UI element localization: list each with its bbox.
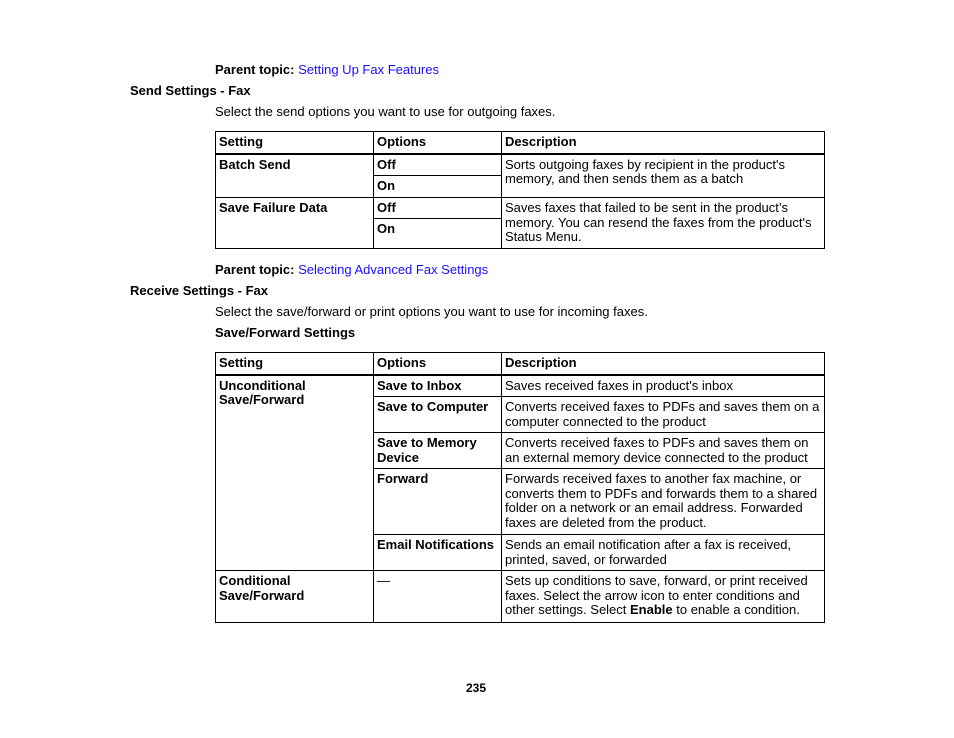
- parent-topic-label: Parent topic:: [215, 262, 295, 277]
- option-off: Off: [374, 154, 502, 176]
- description-text: Sets up conditions to save, forward, or print received faxes. Select the arrow icon to enter conditions and other settings. Select: [505, 573, 808, 617]
- description-save-to-computer: Converts received faxes to PDFs and saves them on a computer connected to the product: [502, 397, 825, 433]
- table-row: [216, 154, 825, 176]
- send-settings-heading: Send Settings - Fax: [130, 83, 251, 98]
- option-save-to-computer: Save to Computer: [374, 397, 502, 433]
- setting-save-failure-data: Save Failure Data: [216, 198, 374, 249]
- table-header-row: [216, 353, 825, 375]
- option-off: Off: [374, 198, 502, 219]
- column-header-setting: Setting: [216, 132, 374, 154]
- parent-topic-send: [215, 62, 439, 78]
- enable-keyword: Enable: [630, 602, 673, 617]
- description-text: to enable a condition.: [672, 602, 800, 617]
- option-email-notifications: Email Notifications: [374, 535, 502, 571]
- column-header-options: Options: [374, 132, 502, 154]
- description-save-failure-data: Saves faxes that failed to be sent in the product’s memory. You can resend the faxes from the product's Status Menu.: [502, 198, 825, 249]
- option-on: On: [374, 176, 502, 198]
- description-save-to-inbox: Saves received faxes in product's inbox: [502, 375, 825, 397]
- table-row: [216, 198, 825, 219]
- option-dash: —: [374, 571, 502, 623]
- save-forward-settings-subheading: Save/Forward Settings: [215, 325, 356, 340]
- column-header-setting: Setting: [216, 353, 374, 375]
- page-number: 235: [466, 681, 487, 695]
- parent-topic-receive: [215, 262, 488, 278]
- option-on: On: [374, 219, 502, 249]
- receive-settings-intro: Select the save/forward or print options you want to use for incoming faxes.: [215, 304, 648, 319]
- option-save-to-inbox: Save to Inbox: [374, 375, 502, 397]
- receive-settings-table: [215, 352, 825, 623]
- table-header-row: [216, 132, 825, 154]
- description-batch-send: Sorts outgoing faxes by recipient in the product's memory, and then sends them as a batch: [502, 154, 825, 198]
- setting-batch-send: Batch Send: [216, 154, 374, 198]
- description-forward: Forwards received faxes to another fax machine, or converts them to PDFs and forwards them to a shared folder on a network or an email address. Forwarded faxes are deleted from the product.: [502, 469, 825, 535]
- parent-topic-label: Parent topic:: [215, 62, 295, 77]
- option-save-to-memory-device: Save to Memory Device: [374, 433, 502, 469]
- column-header-description: Description: [502, 132, 825, 154]
- option-forward: Forward: [374, 469, 502, 535]
- receive-settings-heading: Receive Settings - Fax: [130, 283, 268, 298]
- parent-topic-link-setting-up-fax-features[interactable]: Setting Up Fax Features: [298, 62, 439, 77]
- table-row: [216, 571, 825, 623]
- description-conditional-save-forward: [502, 571, 825, 623]
- table-row: [216, 375, 825, 397]
- column-header-options: Options: [374, 353, 502, 375]
- description-email-notifications: Sends an email notification after a fax is received, printed, saved, or forwarded: [502, 535, 825, 571]
- setting-unconditional-save-forward: Unconditional Save/Forward: [216, 375, 374, 571]
- setting-conditional-save-forward: Conditional Save/Forward: [216, 571, 374, 623]
- column-header-description: Description: [502, 353, 825, 375]
- description-save-to-memory-device: Converts received faxes to PDFs and saves them on an external memory device connected to the product: [502, 433, 825, 469]
- send-settings-table: [215, 131, 825, 249]
- send-settings-intro: Select the send options you want to use for outgoing faxes.: [215, 104, 556, 119]
- parent-topic-link-selecting-advanced-fax-settings[interactable]: Selecting Advanced Fax Settings: [298, 262, 489, 277]
